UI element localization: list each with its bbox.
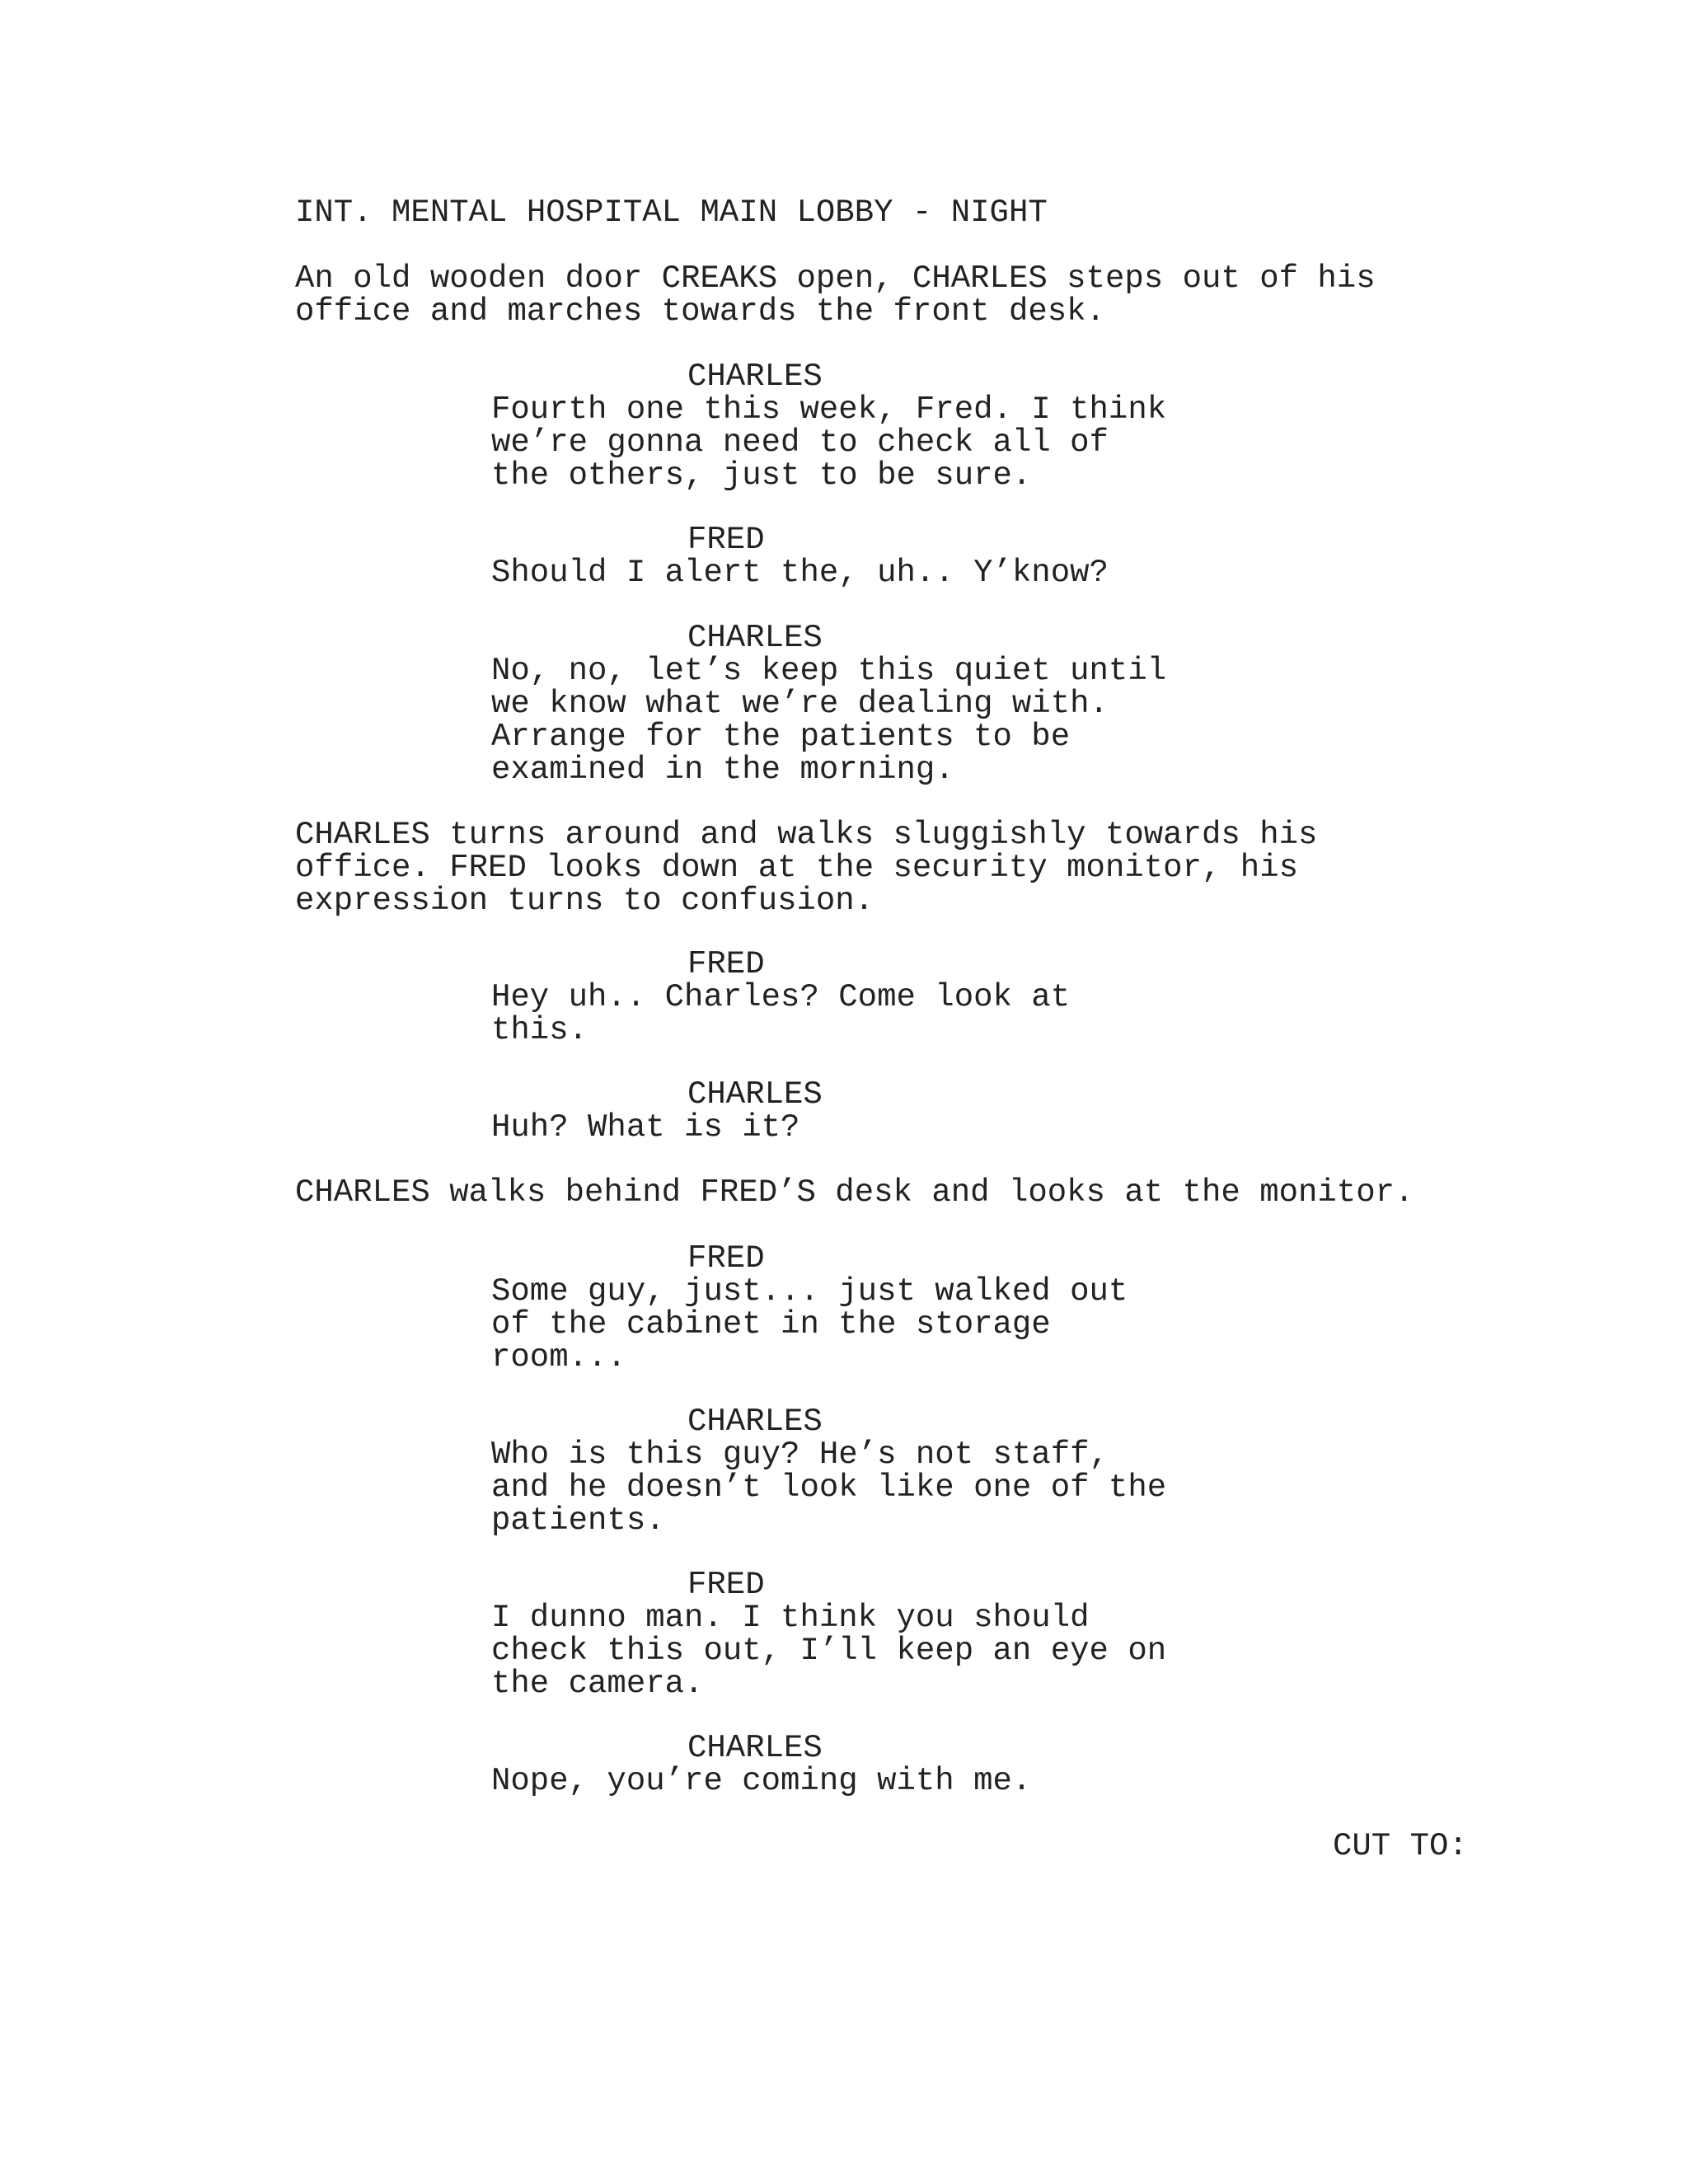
character-name: CHARLES bbox=[687, 359, 823, 395]
dialogue: Huh? What is it? bbox=[491, 1109, 800, 1146]
character-name: FRED bbox=[687, 1567, 765, 1603]
character-name: CHARLES bbox=[687, 1730, 823, 1766]
character-name: FRED bbox=[687, 1240, 765, 1277]
character-name: FRED bbox=[687, 946, 765, 982]
dialogue: Nope, you’re coming with me. bbox=[491, 1763, 1032, 1799]
dialogue: No, no, let’s keep this quiet until we know what we’re dealing with. Arrange for the patients to be examined in the morning. bbox=[491, 653, 1167, 788]
character-name: CHARLES bbox=[687, 620, 823, 656]
dialogue: Some guy, just... just walked out of the cabinet in the storage room... bbox=[491, 1273, 1128, 1376]
action-line: An old wooden door CREAKS open, CHARLES steps out of his office and marches towards the front desk. bbox=[295, 260, 1376, 330]
dialogue: Fourth one this week, Fred. I think we’re gonna need to check all of the others, just to be sure. bbox=[491, 391, 1167, 494]
transition: CUT TO: bbox=[1333, 1828, 1468, 1864]
action-line: CHARLES turns around and walks sluggishly towards his office. FRED looks down at the security monitor, his expression turns to confusion. bbox=[295, 817, 1318, 919]
dialogue: Hey uh.. Charles? Come look at this. bbox=[491, 979, 1071, 1048]
scene-heading: INT. MENTAL HOSPITAL MAIN LOBBY - NIGHT bbox=[295, 194, 1048, 231]
dialogue: Should I alert the, uh.. Y’know? bbox=[491, 555, 1109, 591]
action-line: CHARLES walks behind FRED’S desk and looks at the monitor. bbox=[295, 1174, 1414, 1211]
character-name: CHARLES bbox=[687, 1076, 823, 1113]
character-name: CHARLES bbox=[687, 1404, 823, 1440]
dialogue: I dunno man. I think you should check this out, I’ll keep an eye on the camera. bbox=[491, 1600, 1167, 1702]
character-name: FRED bbox=[687, 522, 765, 558]
dialogue: Who is this guy? He’s not staff, and he doesn’t look like one of the patients. bbox=[491, 1436, 1167, 1539]
